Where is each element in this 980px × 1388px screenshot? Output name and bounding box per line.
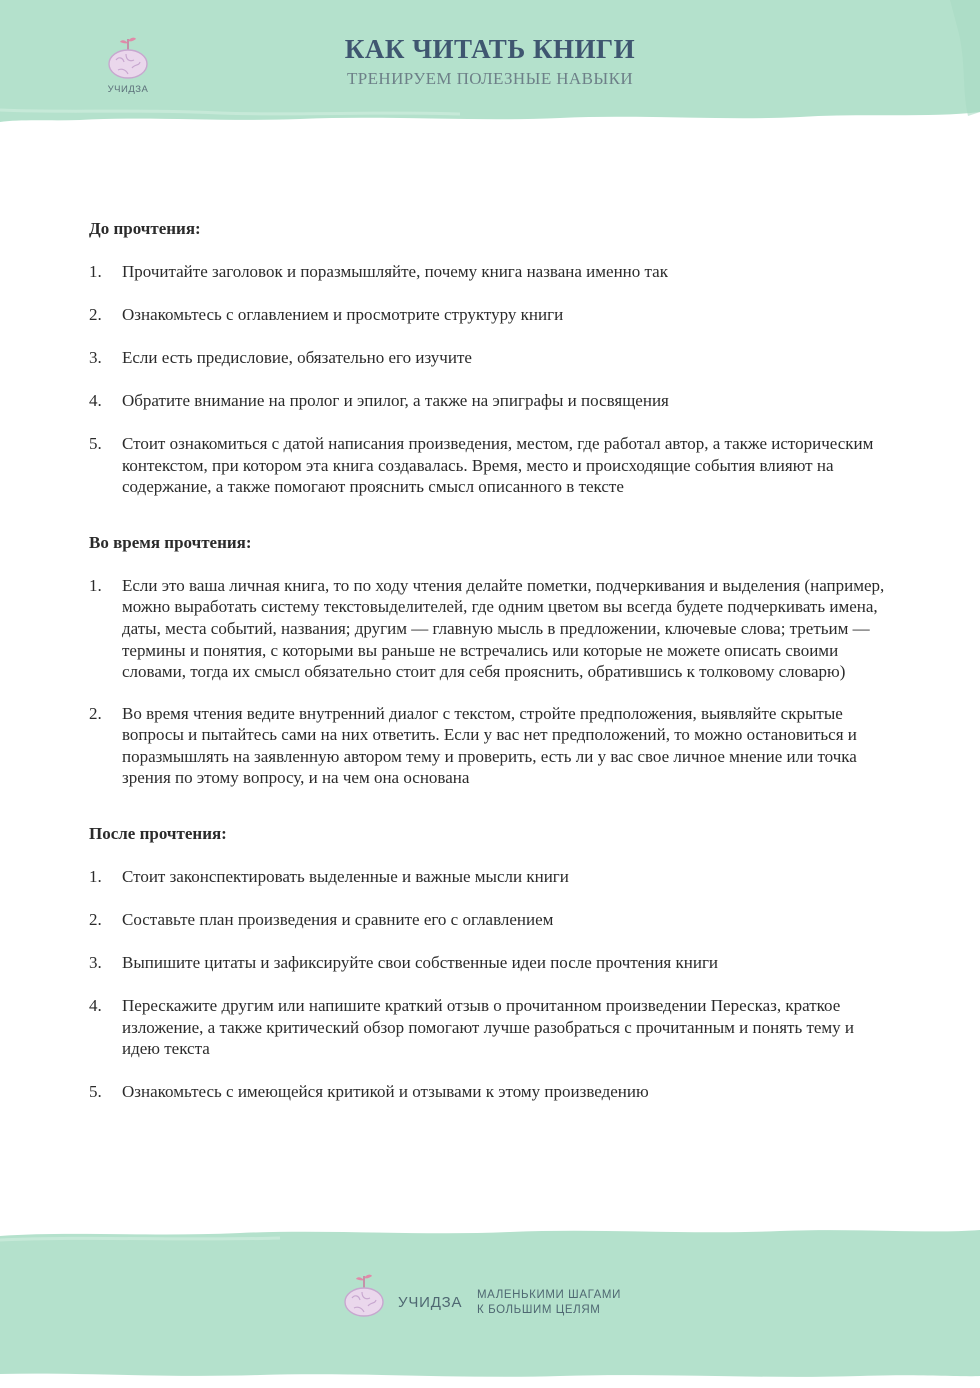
list-number: 5.: [89, 1082, 102, 1102]
numbered-list: [89, 261, 889, 498]
section-before-reading: [89, 218, 889, 498]
section-after-reading: [89, 823, 889, 1103]
list-item-text: Составьте план произведения и сравните его с оглавлением: [122, 910, 554, 930]
list-number: 1.: [89, 262, 102, 281]
list-item-text: Обратите внимание на пролог и эпилог, а также на эпиграфы и посвящения: [122, 390, 669, 410]
list-item-text: Выпишите цитаты и зафиксируйте свои собственные идеи после прочтения книги: [122, 953, 719, 973]
slogan-line: МАЛЕНЬКИМИ ШАГАМИ: [477, 1289, 621, 1301]
page-title: КАК ЧИТАТЬ КНИГИ: [344, 34, 636, 64]
footer-slogan: [477, 1288, 621, 1318]
list-number: 3.: [89, 953, 102, 973]
list-item-text: Стоит ознакомиться с датой написания произведения, местом, где работал автор, а также историческим контекстом, при котором эта книга создавалась. Время, место и происходящие события влияют на содержание, а также помогают прояснить смысл описанного в тексте: [122, 433, 874, 497]
footer-logo-block: [340, 1270, 660, 1320]
list-item-text: Ознакомьтесь с оглавлением и просмотрите структуру книги: [122, 304, 564, 324]
list-item-text: Стоит законспектировать выделенные и важные мысли книги: [122, 867, 569, 887]
section-during-reading: [89, 532, 889, 789]
numbered-list: [89, 575, 889, 789]
document-body: [89, 218, 889, 1124]
list-item-text: Если есть предисловие, обязательно его изучите: [122, 347, 472, 367]
list-item-text: Перескажите другим или напишите краткий отзыв о прочитанном произведении Пересказ, краткое изложение, а также критический обзор помогают лучше разобраться с прочитанным и понять тему и идею текста: [122, 996, 855, 1059]
list-number: 1.: [89, 575, 102, 595]
list-item: [89, 995, 889, 1060]
list-item: [89, 952, 889, 974]
list-item: [89, 390, 889, 412]
list-number: 1.: [89, 867, 102, 887]
page-subtitle: ТРЕНИРУЕМ ПОЛЕЗНЫЕ НАВЫКИ: [346, 69, 633, 88]
list-item: [89, 575, 889, 683]
list-item: [89, 909, 889, 931]
footer-brand-name: УЧИДЗА: [398, 1294, 463, 1311]
logo-text: УЧИДЗА: [107, 84, 149, 95]
numbered-list: [89, 866, 889, 1103]
list-item: [89, 866, 889, 888]
section-heading: Во время прочтения:: [89, 532, 252, 552]
list-number: 2.: [89, 910, 102, 930]
list-number: 2.: [89, 703, 102, 723]
list-item-text: Ознакомьтесь с имеющейся критикой и отзывами к этому произведению: [122, 1082, 649, 1102]
list-item-text: Если это ваша личная книга, то по ходу чтения делайте пометки, подчеркивания и выделения (например, можно выработать систему текстовыделителей, где одним цветом вы всегда будете подчеркивать имена, даты, места событий, названия; другим — главную мысль в предложении, ключевые слова; третьим — термины и понятия, с которыми вы раньше не встречались или которые не можете описать своими словами, тогда их смысл обязательно стоит для себя прояснить, обратившись к толковому словарю): [122, 575, 885, 682]
list-item: [89, 1081, 889, 1103]
section-heading: До прочтения:: [89, 219, 201, 238]
list-number: 2.: [89, 304, 102, 324]
list-item: [89, 261, 889, 283]
list-number: 3.: [89, 347, 102, 367]
section-heading: После прочтения:: [89, 824, 227, 844]
list-item: [89, 703, 889, 789]
list-item-text: Прочитайте заголовок и поразмышляйте, почему книга названа именно так: [122, 262, 668, 281]
list-number: 4.: [89, 390, 102, 410]
brain-sprout-icon: [340, 1270, 388, 1320]
list-number: 4.: [89, 996, 102, 1016]
list-item: [89, 304, 889, 326]
slogan-line: К БОЛЬШИМ ЦЕЛЯМ: [477, 1304, 601, 1316]
list-number: 5.: [89, 433, 102, 453]
list-item: [89, 433, 889, 498]
list-item-text: Во время чтения ведите внутренний диалог с текстом, стройте предположения, выявляйте скрытые вопросы и пытайтесь сами на них ответить. Если у вас нет предположений, то можно остановиться и поразмышлять на заявленную автором тему и проверить, есть ли у вас свое личное мнение или точка зрения по этому вопросу, и на чем она основана: [122, 703, 857, 788]
list-item: [89, 347, 889, 369]
